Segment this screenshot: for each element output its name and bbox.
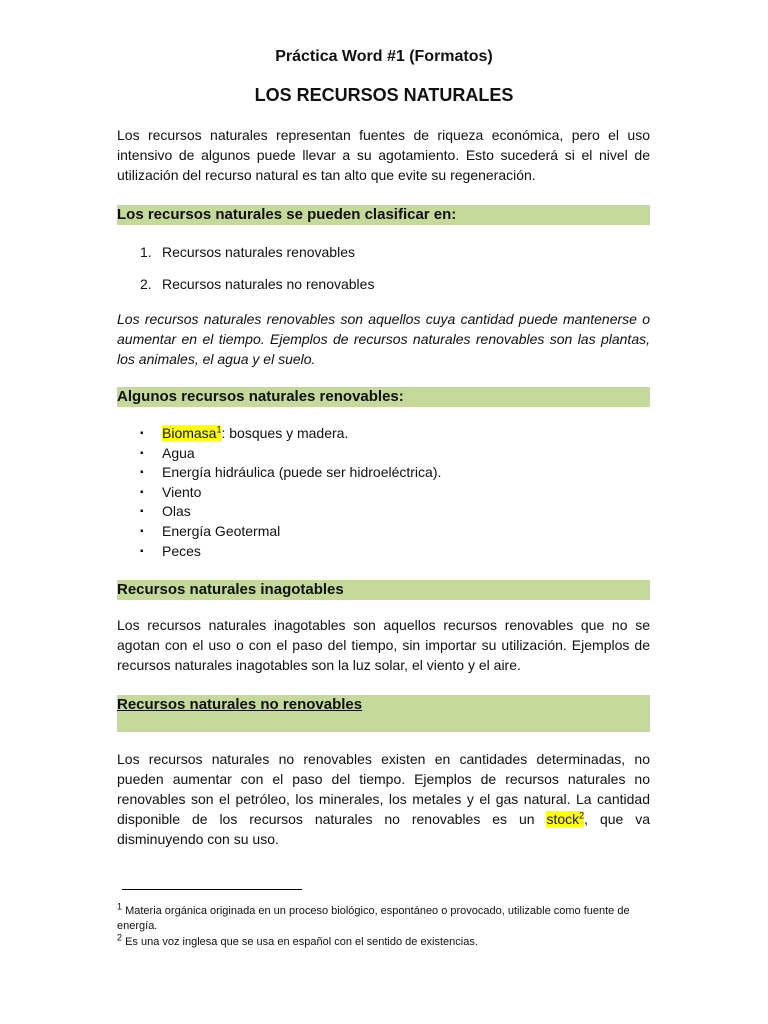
- bullet-item: ▪ Energía hidráulica (puede ser hidroeléctrica).: [140, 463, 441, 483]
- highlighted-term: Biomasa$^1$: [162, 424, 222, 441]
- bullet-item: ▪ Agua: [140, 444, 195, 464]
- nonrenewables-paragraph: Los recursos naturales no renovables existen en cantidades determinadas, no pueden aumentar con el paso del tiempo. Ejemplos de recursos naturales no renovables son el petróleo, los minerales, los metales y el gas natural. La cantidad disponible de los recursos naturales no renovables es un stock$^2$, que va disminuyendo con su uso.: [117, 751, 650, 847]
- bullet-icon: ▪: [140, 506, 144, 518]
- section-heading-nonrenewables: Recursos naturales no renovables: [117, 695, 650, 732]
- section-heading-classification: Los recursos naturales se pueden clasificar en:: [117, 205, 650, 225]
- bullet-item: ▪ Peces: [140, 542, 201, 562]
- list-item: 2. Recursos naturales no renovables: [140, 276, 375, 292]
- bullet-item: ▪ Energía Geotermal: [140, 522, 280, 542]
- bullet-item: ▪ Olas: [140, 502, 191, 522]
- highlighted-term: stock$^2$: [546, 810, 585, 827]
- bullet-icon: ▪: [140, 545, 144, 557]
- bullet-icon: ▪: [140, 526, 144, 537]
- footnote-reference: 2: [579, 810, 585, 821]
- bullet-icon: ▪: [140, 486, 144, 498]
- italic-paragraph: Los recursos naturales renovables son aquellos cuya cantidad puede mantenerse o aumentar en el tiempo. Ejemplos de recursos naturales renovables son las plantas, los animales, el agua y el suelo.: [117, 311, 650, 367]
- inexhaustible-paragraph: Los recursos naturales inagotables son aquellos recursos renovables que no se agotan con el uso o con el paso del tiempo, sin importar su utilización. Ejemplos de recursos naturales inagotables son la luz solar, el viento y el aire.: [117, 617, 650, 673]
- bullet-item: ▪ Viento: [140, 483, 201, 503]
- bullet-icon: ▪: [140, 467, 144, 479]
- bullet-icon: ▪: [140, 428, 144, 439]
- intro-paragraph: Los recursos naturales representan fuentes de riqueza económica, pero el uso intensivo de algunos puede llevar a su agotamiento. Esto sucederá si el nivel de utilización del recurso natural es tan alto que evite su regeneración.: [117, 127, 650, 183]
- footnote-separator: [122, 889, 302, 890]
- document-title: LOS RECURSOS NATURALES: [254, 85, 514, 105]
- list-item: 1. Recursos naturales renovables: [140, 244, 355, 260]
- document-header: Práctica Word #1 (Formatos): [275, 48, 493, 65]
- section-heading-inexhaustible: Recursos naturales inagotables: [117, 580, 650, 600]
- bullet-item: ▪ Biomasa$^1$: bosques y madera.: [140, 424, 348, 444]
- footnote: $^1$ Materia orgánica originada en un proceso biológico, espontáneo o provocado, utilizable como fuente de energía.: [117, 901, 630, 932]
- section-heading-renewables: Algunos recursos naturales renovables:: [117, 387, 650, 407]
- footnote-reference: 1: [216, 424, 222, 435]
- bullet-icon: ▪: [140, 447, 144, 459]
- footnote: $^2$ Es una voz inglesa que se usa en español con el sentido de existencias.: [117, 932, 478, 948]
